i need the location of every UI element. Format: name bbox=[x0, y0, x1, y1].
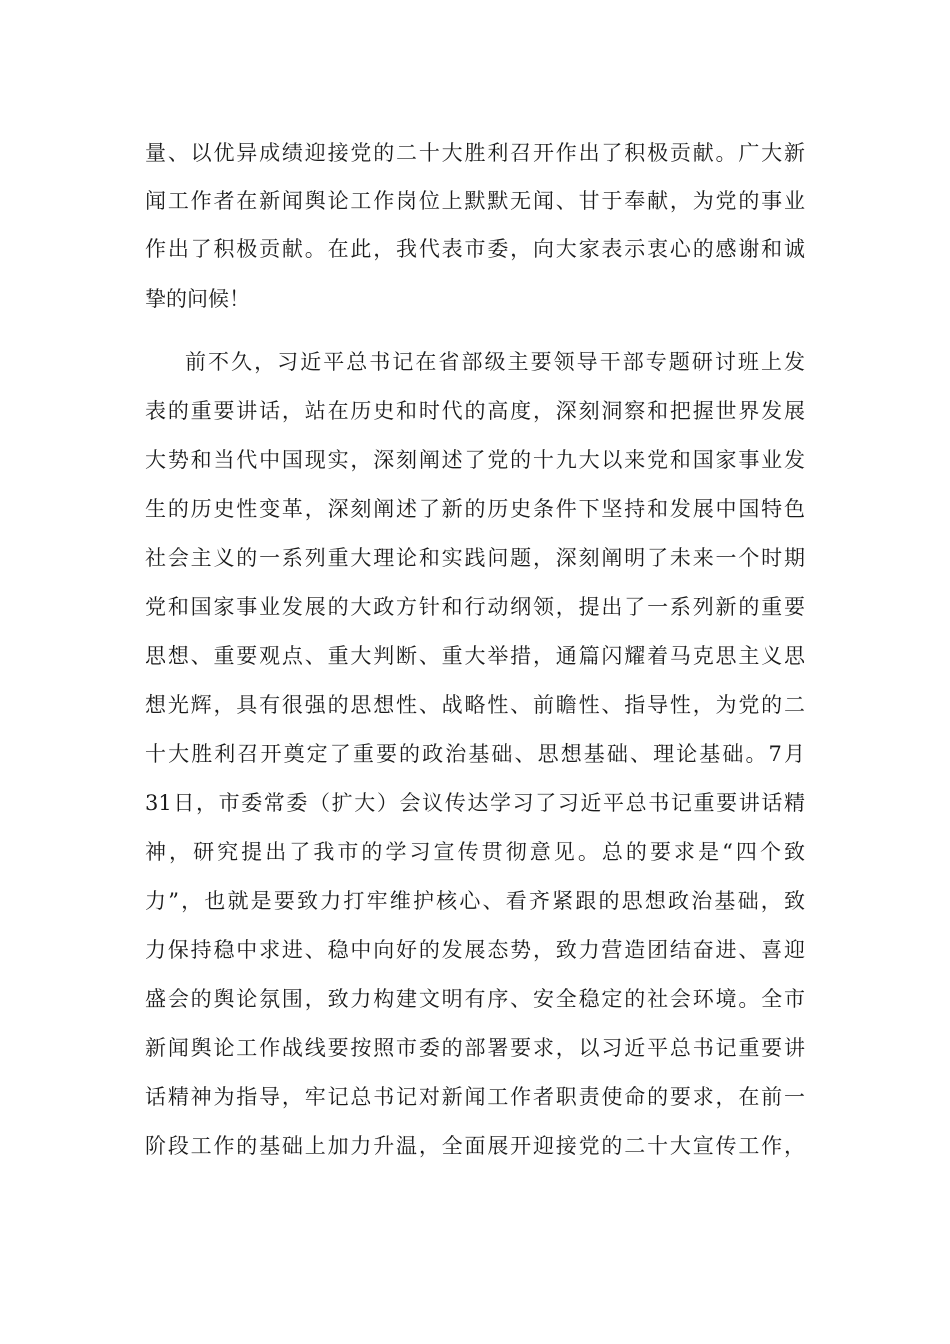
text-line: 31日，市委常委（扩大）会议传达学习了习近平总书记重要讲话精 bbox=[145, 791, 805, 815]
text-line: 党和国家事业发展的大政方针和行动纲领，提出了一系列新的重要 bbox=[145, 595, 805, 619]
text-line: 前不久，习近平总书记在省部级主要领导干部专题研讨班上发 bbox=[185, 350, 805, 374]
text-line: 盛会的舆论氛围，致力构建文明有序、安全稳定的社会环境。全市 bbox=[145, 987, 805, 1011]
text-line: 想光辉，具有很强的思想性、战略性、前瞻性、指导性，为党的二 bbox=[145, 693, 805, 717]
text-line: 神，研究提出了我市的学习宣传贯彻意见。总的要求是“四个致 bbox=[145, 840, 805, 864]
text-line: 话精神为指导，牢记总书记对新闻工作者职责使命的要求，在前一 bbox=[145, 1085, 805, 1109]
text-line: 十大胜利召开奠定了重要的政治基础、思想基础、理论基础。7月 bbox=[145, 742, 805, 766]
text-line: 表的重要讲话，站在历史和时代的高度，深刻洞察和把握世界发展 bbox=[145, 399, 805, 423]
text-line: 量、以优异成绩迎接党的二十大胜利召开作出了积极贡献。广大新 bbox=[145, 141, 805, 165]
text-line: 新闻舆论工作战线要按照市委的部署要求，以习近平总书记重要讲 bbox=[145, 1036, 805, 1060]
text-line: 闻工作者在新闻舆论工作岗位上默默无闻、甘于奉献，为党的事业 bbox=[145, 189, 805, 213]
text-line: 思想、重要观点、重大判断、重大举措，通篇闪耀着马克思主义思 bbox=[145, 644, 805, 668]
text-line: 生的历史性变革，深刻阐述了新的历史条件下坚持和发展中国特色 bbox=[145, 497, 805, 521]
text-line: 力”，也就是要致力打牢维护核心、看齐紧跟的思想政治基础，致 bbox=[145, 889, 805, 913]
text-line: 作出了积极贡献。在此，我代表市委，向大家表示衷心的感谢和诚 bbox=[145, 237, 805, 261]
text-line: 挚的问候！ bbox=[145, 287, 250, 311]
text-line: 社会主义的一系列重大理论和实践问题，深刻阐明了未来一个时期 bbox=[145, 546, 805, 570]
text-line: 力保持稳中求进、稳中向好的发展态势，致力营造团结奋进、喜迎 bbox=[145, 938, 805, 962]
text-line: 大势和当代中国现实，深刻阐述了党的十九大以来党和国家事业发 bbox=[145, 448, 805, 472]
text-line: 阶段工作的基础上加力升温，全面展开迎接党的二十大宣传工作， bbox=[145, 1134, 805, 1158]
